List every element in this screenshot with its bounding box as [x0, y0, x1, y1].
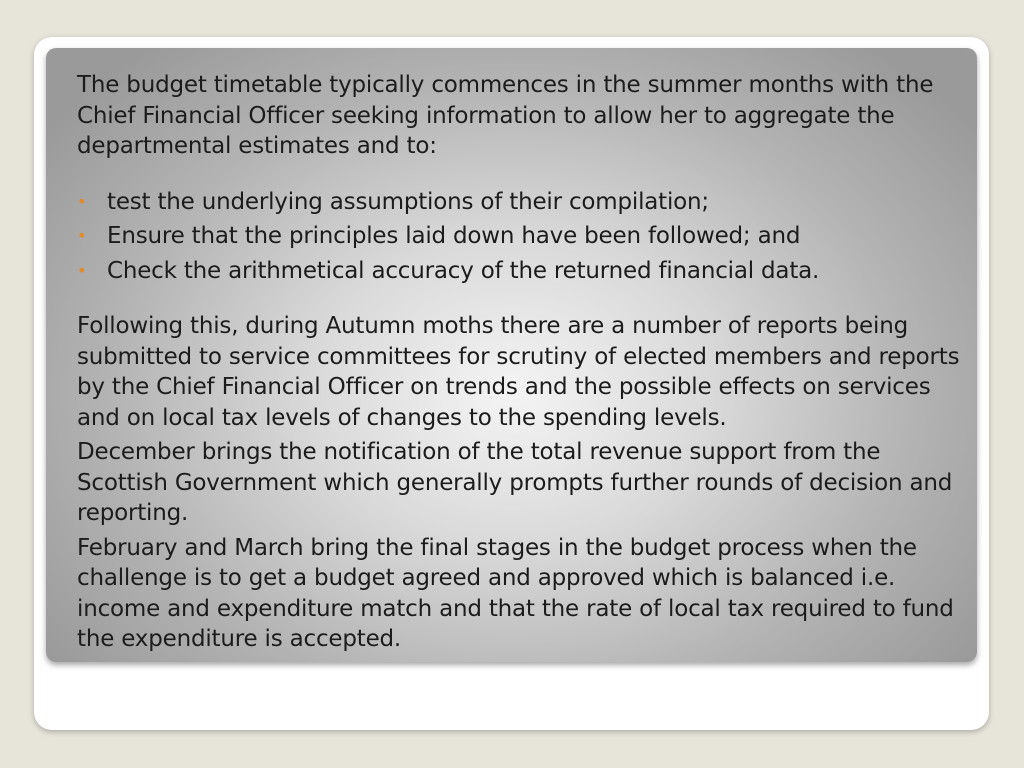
bullet-text: Ensure that the principles laid down have been followed; and	[107, 223, 801, 249]
february-march-paragraph: February and March bring the final stages in the budget process when the challenge is to get a budget agreed and approved which is balanced i.e. income and expenditure match and that the rate of local tax required to fund the expenditure is accepted.	[77, 534, 954, 652]
bullet-list	[77, 187, 962, 287]
intro-paragraph: The budget timetable typically commences in the summer months with the Chief Financial Officer seeking information to allow her to aggregate the departmental estimates and to:	[77, 72, 934, 159]
slide-text-body	[77, 70, 962, 659]
bullet-text: Check the arithmetical accuracy of the returned financial data.	[107, 257, 820, 284]
autumn-paragraph: Following this, during Autumn moths there are a number of reports being submitted to service committees for scrutiny of elected members and reports by the Chief Financial Officer on trends and the possible effects on services and on local tax levels of changes to the spending levels.	[77, 313, 960, 431]
december-paragraph: December brings the notification of the total revenue support from the Scottish Government which generally prompts further rounds of decision and reporting.	[77, 439, 953, 526]
bullet-item	[77, 256, 962, 287]
bullet-dot-icon: •	[77, 191, 87, 211]
bullet-text: test the underlying assumptions of their compilation;	[107, 188, 709, 215]
bullet-item	[77, 221, 962, 252]
bullet-dot-icon: •	[77, 260, 87, 280]
bullet-item	[77, 187, 962, 218]
bullet-dot-icon: •	[77, 226, 87, 245]
